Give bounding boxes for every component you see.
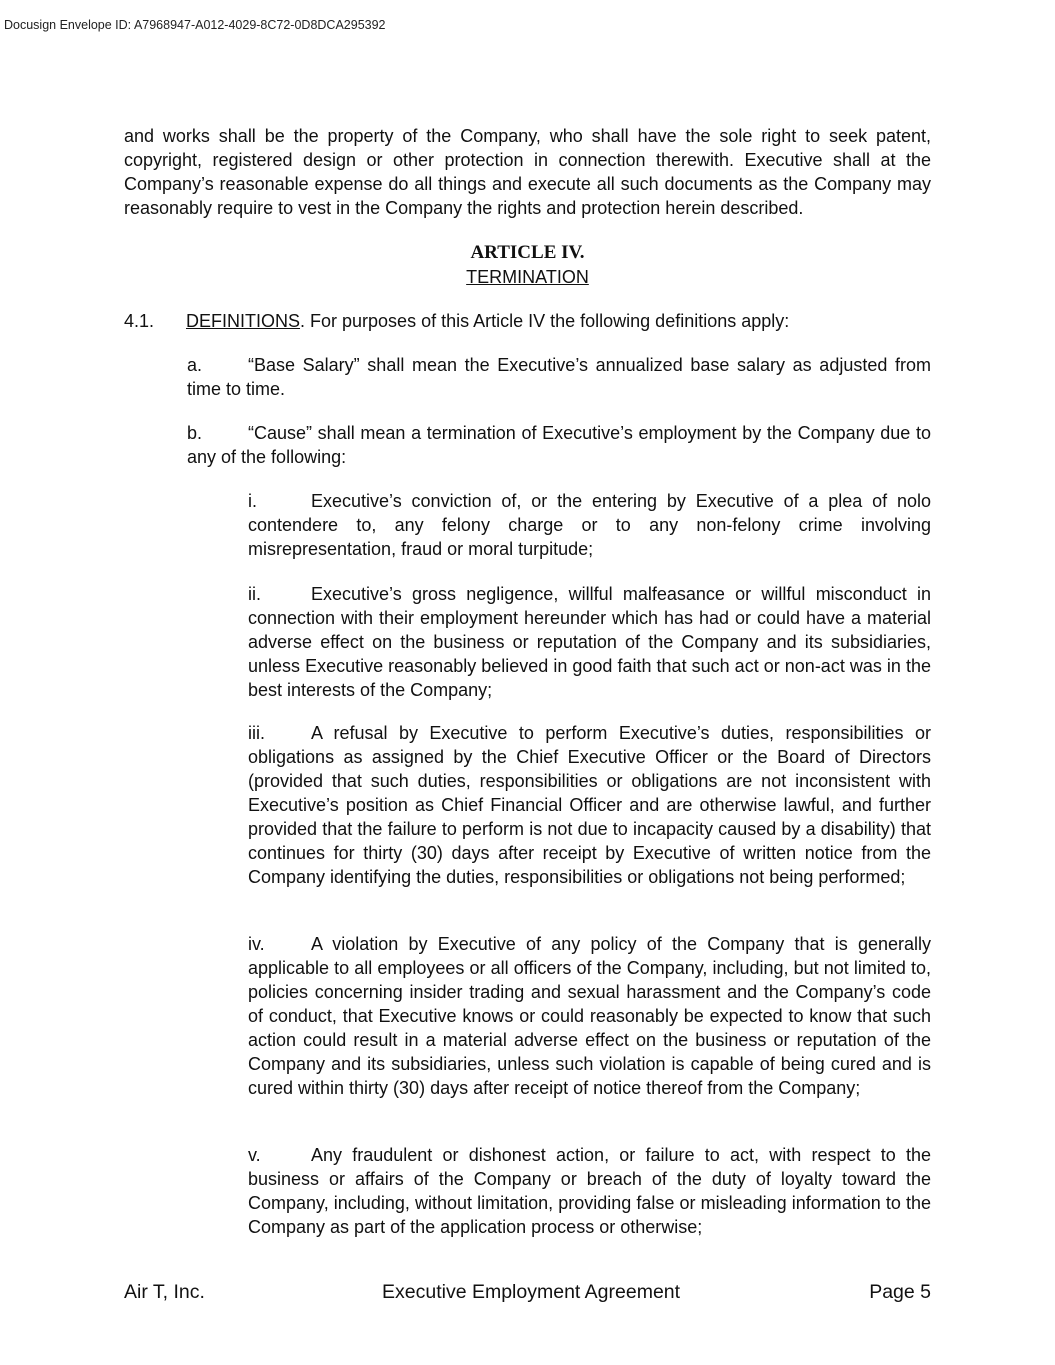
article-title: ARTICLE IV.: [470, 242, 585, 263]
cause-item-ii: [248, 582, 931, 702]
cause-item-text: Any fraudulent or dishonest action, or failure to act, with respect to the business or affairs of the Company or breach of the duty of loyalty toward the Company, including, without limitation, providing false or misleading information to the Company as part of the application process or otherwise;: [248, 1145, 931, 1237]
cause-item-text: Executive’s conviction of, or the entering by Executive of a plea of nolo contendere to, any felony charge or to any non-felony crime involving misrepresentation, fraud or moral turpitude;: [248, 491, 931, 559]
definition-text: “Base Salary” shall mean the Executive’s annualized base salary as adjusted from time to time.: [187, 355, 931, 399]
footer-document-title: Executive Employment Agreement: [382, 1281, 681, 1303]
definition-label: b.: [187, 423, 203, 443]
section-4-1: [124, 309, 931, 333]
cause-item-label: ii.: [248, 584, 261, 604]
section-number: 4.1.: [124, 311, 155, 331]
article-subtitle: TERMINATION: [466, 267, 589, 287]
cause-item-label: v.: [248, 1145, 261, 1165]
definition-label: a.: [187, 355, 203, 375]
cause-item-text: Executive’s gross negligence, willful malfeasance or willful misconduct in connection with their employment hereunder which has had or could have a material adverse effect on the business or reputation of the Company and its subsidiaries, unless Executive reasonably believed in good faith that such act or non-act was in the best interests of the Company;: [248, 584, 931, 700]
envelope-id: Docusign Envelope ID: A7968947-A012-4029-8C72-0D8DCA295392: [4, 18, 386, 32]
cause-item-iv: [248, 932, 931, 1100]
cause-item-v: [248, 1143, 931, 1239]
definition-text: “Cause” shall mean a termination of Executive’s employment by the Company due to any of the following:: [187, 423, 931, 467]
cause-item-label: i.: [248, 491, 257, 511]
cause-item-text: A violation by Executive of any policy of the Company that is generally applicable to all employees or all officers of the Company, including, but not limited to, policies concerning insider trading and sexual harassment and the Company’s code of conduct, that Executive knows or could reasonably be expected to know that such action could result in a material adverse effect on the business or reputation of the Company and its subsidiaries, unless such violation is capable of being cured and is cured within thirty (30) days after receipt of notice thereof from the Company;: [248, 934, 931, 1098]
cause-item-iii: [248, 721, 931, 889]
article-heading: [124, 240, 931, 289]
definition-b: [187, 421, 931, 469]
cause-item-label: iv.: [248, 934, 265, 954]
definition-a: [187, 353, 931, 401]
section-title: DEFINITIONS: [186, 311, 301, 331]
intro-paragraph: and works shall be the property of the Company, who shall have the sole right to seek patent, copyright, registered design or other protection in connection therewith. Executive shall at the Company’s reasonable expense do all things and execute all such documents as the Company may reasonably require to vest in the Company the rights and protection herein described.: [124, 126, 931, 218]
cause-item-label: iii.: [248, 723, 265, 743]
footer-company: Air T, Inc.: [124, 1281, 205, 1303]
section-text: . For purposes of this Article IV the following definitions apply:: [300, 311, 790, 331]
cause-item-i: [248, 489, 931, 561]
cause-item-text: A refusal by Executive to perform Executive’s duties, responsibilities or obligations as assigned by the Chief Executive Officer or the Board of Directors (provided that such duties, responsibilities or obligations are not inconsistent with Executive’s position as Chief Financial Officer and are otherwise lawful, and further provided that the failure to perform is not due to incapacity caused by a disability) that continues for thirty (30) days after receipt by Executive of written notice from the Company identifying the duties, responsibilities or obligations not being performed;: [248, 723, 931, 887]
footer-page-number: Page 5: [869, 1281, 931, 1303]
